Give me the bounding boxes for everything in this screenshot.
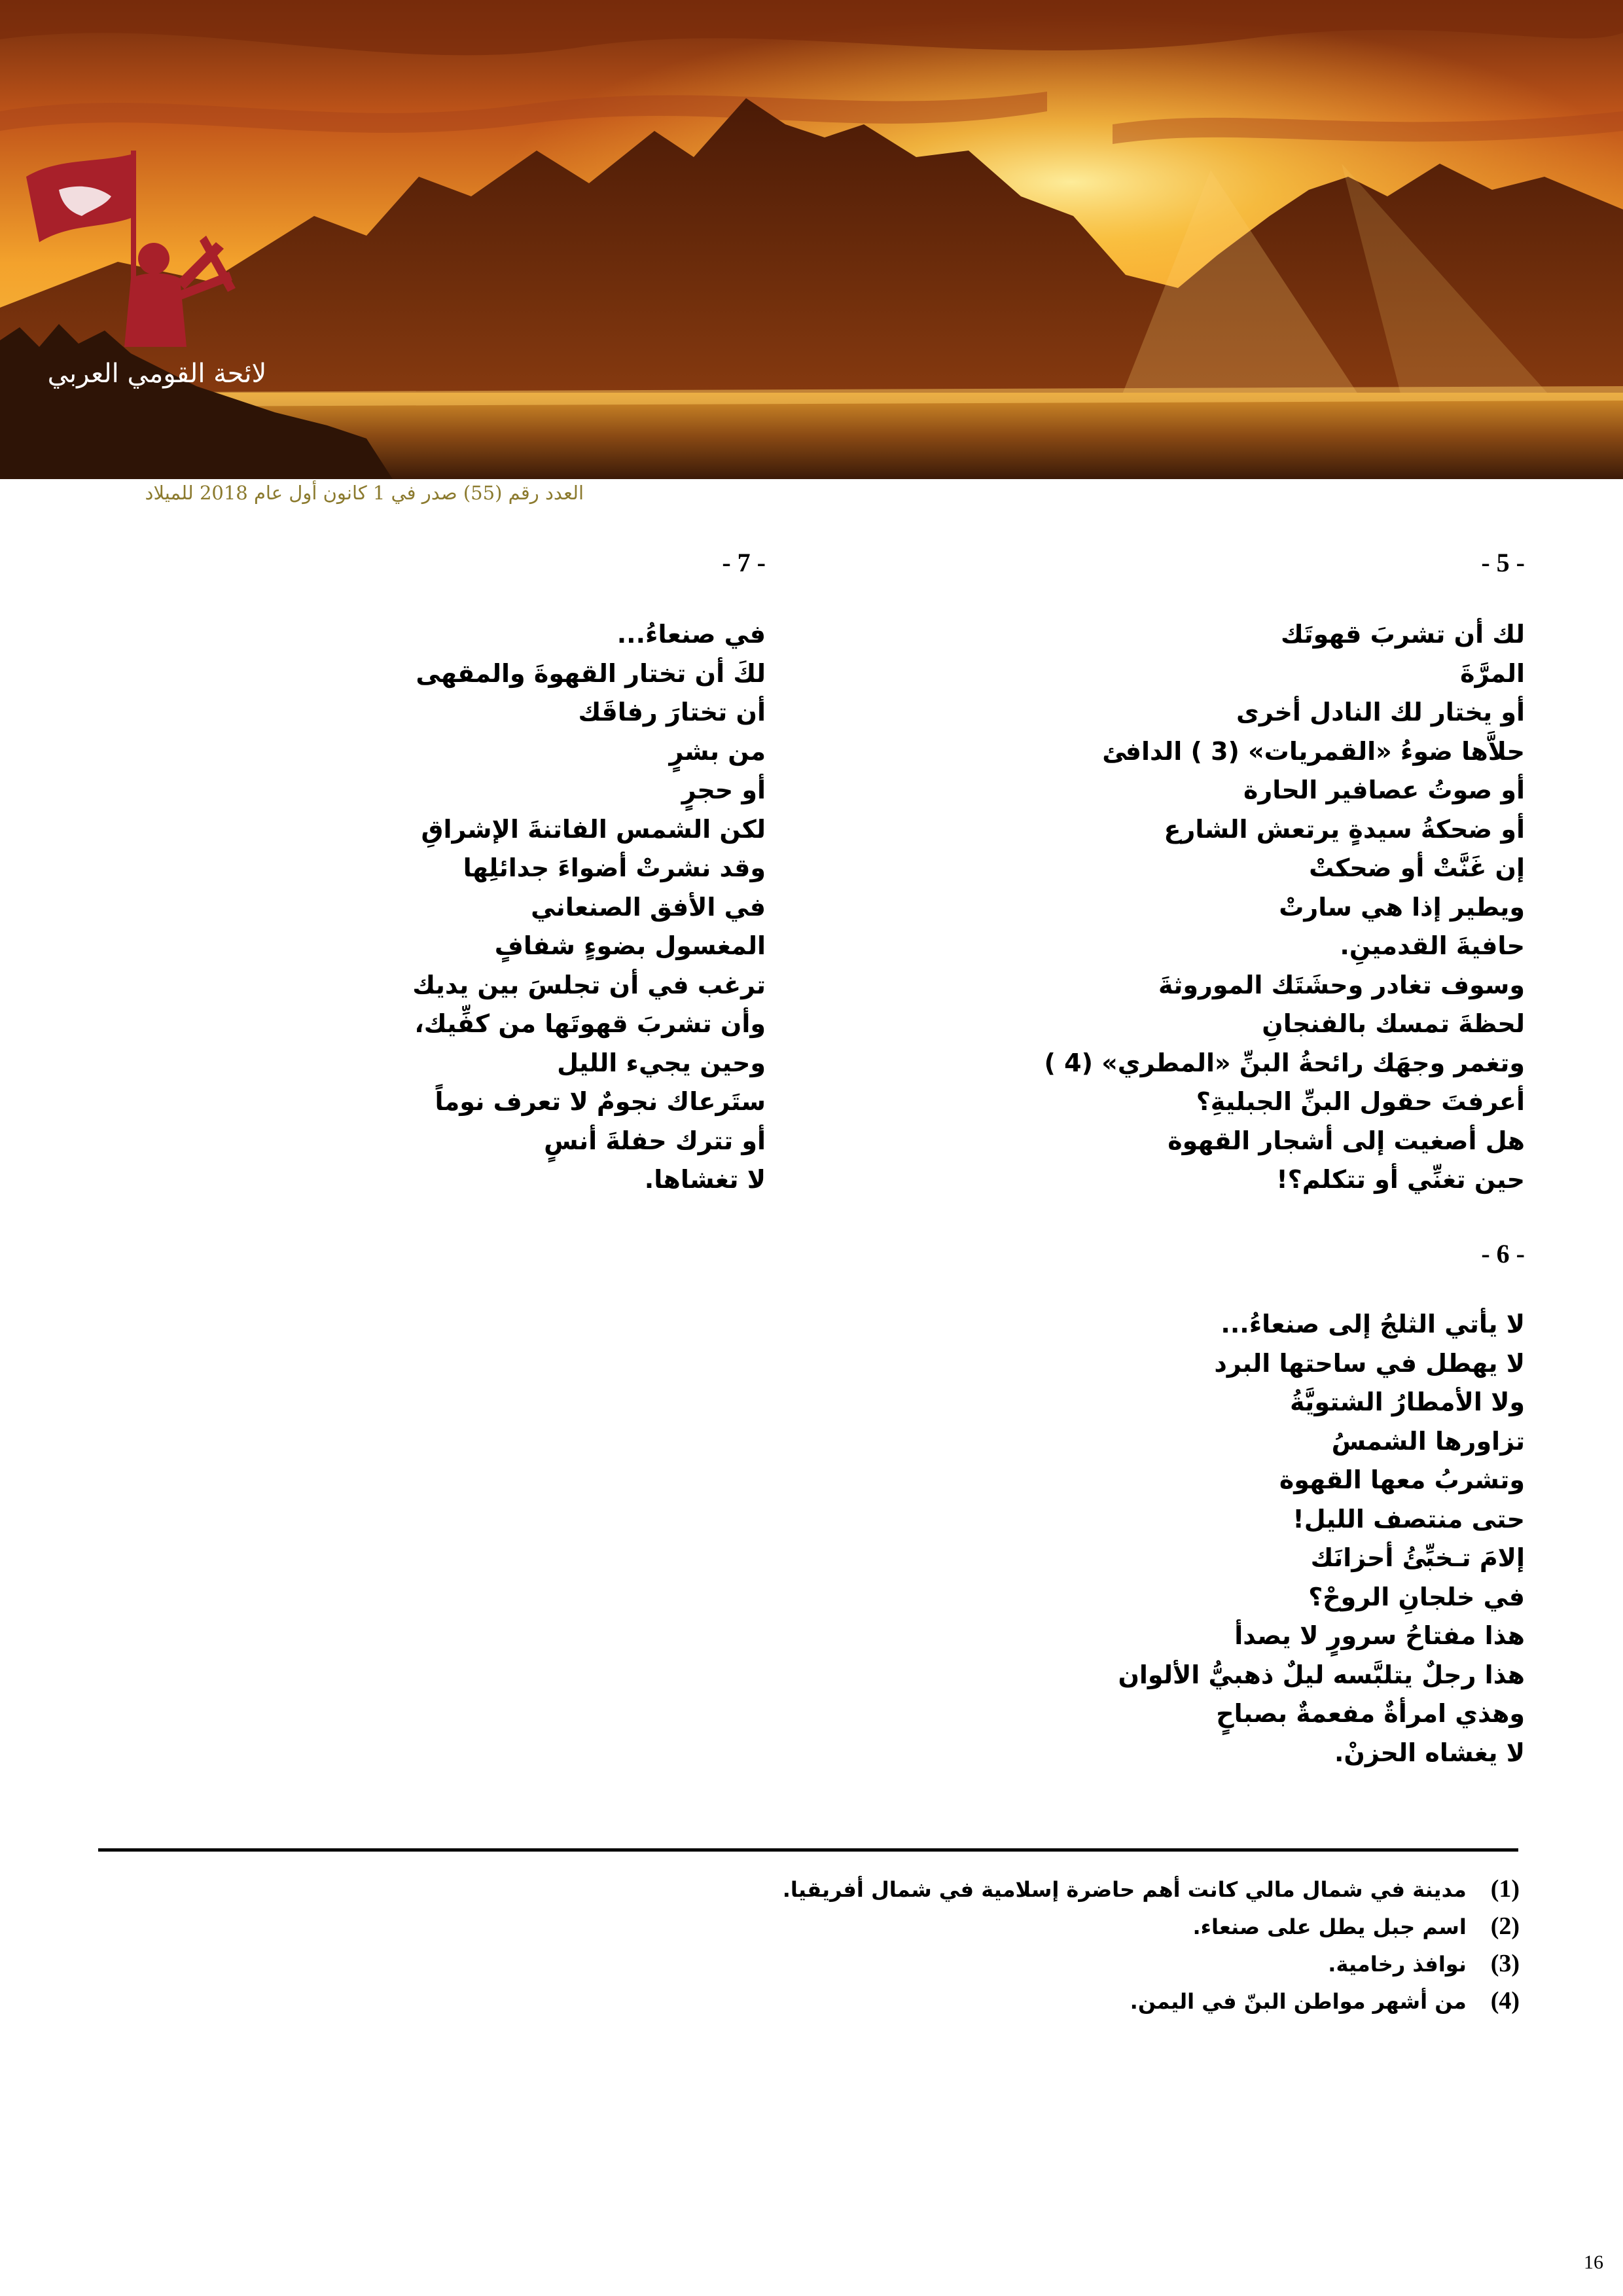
footnote-text: نوافذ رخامية. <box>1328 1952 1467 1977</box>
poem-line: وتغمر وجهَك رائحةُ البنِّ «المطري» (4 ) <box>1044 1048 1525 1077</box>
poem-line: حين تغنِّي أو تتكلم؟! <box>1276 1165 1525 1194</box>
footnote-divider <box>98 1848 1518 1852</box>
poem-line: أو يختار لك النادل أخرى <box>1236 698 1525 726</box>
page-number: 16 <box>1584 2251 1603 2273</box>
poem-line: لا تغشاها. <box>644 1165 766 1194</box>
poem-line: وحين يجيء الليل <box>557 1048 766 1077</box>
footnote-number: (3) <box>1490 1950 1520 1977</box>
poem-line: أو تترك حفلةَ أنسٍ <box>544 1126 766 1155</box>
poem-line: حتى منتصف الليل! <box>1293 1504 1525 1534</box>
poem-line: لا يغشاه الحزنْ. <box>1334 1738 1525 1767</box>
poem-section-7 <box>412 615 766 1200</box>
poem-line: أو حجرٍ <box>681 776 766 804</box>
logo-caption: لائحة القومي العربي <box>47 359 267 389</box>
footnote-text: من أشهر مواطن البنّ في اليمن. <box>1130 1989 1467 2014</box>
poem-line: أو ضحكةُ سيدةٍ يرتعش الشارع <box>1164 814 1525 844</box>
poem-line: أو صوتُ عصافير الحارة <box>1243 776 1525 804</box>
footnotes <box>783 1871 1520 2020</box>
footnote-text: اسم جبل يطل على صنعاء. <box>1192 1914 1467 1939</box>
poem-line: ويطير إذا هي سارتْ <box>1279 892 1525 922</box>
poem-line: هذا رجلٌ يتلبَّسه ليلٌ ذهبيُّ الألوان <box>1118 1660 1525 1689</box>
footnote-item <box>783 1871 1520 1908</box>
poem-line: وهذي امرأةٌ مفعمةٌ بصباحٍ <box>1216 1699 1525 1728</box>
poem-line: لحظةَ تمسك بالفنجانِ <box>1262 1009 1525 1038</box>
poem-line: ولا الأمطارُ الشتويَّةُ <box>1290 1388 1525 1416</box>
poem-line: أن تختارَ رفاقَك <box>578 698 766 726</box>
poem-line: هذا مفتاحُ سرورٍ لا يصدأ <box>1234 1621 1525 1650</box>
poem-section-5 <box>1044 615 1525 1200</box>
poem-line: في صنعاءُ... <box>616 620 766 649</box>
poem-line: لا يهطل في ساحتها البرد <box>1214 1348 1525 1378</box>
poem-line: تزاورها الشمسُ <box>1331 1426 1525 1456</box>
poem-line: لكَ أن تختار القهوةَ والمقهى <box>416 658 766 688</box>
poem-line: لا يأتي الثلجُ إلى صنعاءُ... <box>1221 1310 1525 1338</box>
poem-line: هل أصغيت إلى أشجار القهوة <box>1168 1126 1525 1155</box>
poem-line: المرَّةَ <box>1460 658 1525 688</box>
poem-line: من بشرٍ <box>669 736 766 766</box>
poem-line: وأن تشربَ قهوتَها من كفِّيك، <box>414 1009 766 1038</box>
poem-section-6 <box>1118 1305 1525 1772</box>
footnote-number: (2) <box>1490 1912 1520 1940</box>
poem-line: ترغب في أن تجلسَ بين يديك <box>412 970 766 999</box>
flag-bearer-emblem-icon <box>20 144 281 380</box>
poem-line: وتشربُ معها القهوة <box>1279 1465 1525 1494</box>
poem-line: ستَرعاك نجومٌ لا تعرف نوماً <box>435 1087 766 1116</box>
section-number-5: - 5 - <box>1481 548 1525 577</box>
poem-line: في الأفق الصنعاني <box>531 892 766 922</box>
poem-line: وقد نشرتْ أضواءَ جدائلِها <box>463 853 766 882</box>
poem-line: وسوف تغادر وحشَتَك الموروثةَ <box>1158 970 1525 999</box>
poem-line: في خلجانِ الروحْ؟ <box>1308 1582 1525 1611</box>
poem-line: إلامَ تـخبِّئُ أحزانَك <box>1310 1543 1525 1572</box>
section-number-7: - 7 - <box>722 548 766 577</box>
issue-line: العدد رقم (55) صدر في 1 كانون أول عام 2018 للميلاد <box>145 482 584 504</box>
poem-line: لكن الشمس الفاتنةَ الإشراقِ <box>421 814 766 844</box>
poem-line: حلاَّها ضوءُ «القمريات» (3 ) الدافئ <box>1102 736 1525 766</box>
footnote-number: (1) <box>1490 1875 1520 1903</box>
poem-line: إن غَنَّتْ أو ضحكتْ <box>1309 853 1525 882</box>
footnote-text: مدينة في شمال مالي كانت أهم حاضرة إسلامية في شمال أفريقيا. <box>782 1877 1467 1902</box>
footnote-item <box>783 1945 1520 1982</box>
poem-line: المغسول بضوءٍ شفافٍ <box>494 931 766 960</box>
poem-line: لك أن تشربَ قهوتَك <box>1280 620 1525 649</box>
poem-line: حافيةَ القدمينِ. <box>1340 931 1525 960</box>
footnote-item <box>783 1982 1520 2020</box>
footnote-number: (4) <box>1490 1987 1520 2015</box>
footnote-item <box>783 1908 1520 1945</box>
poem-line: أعرفتَ حقول البنِّ الجبليةِ؟ <box>1196 1087 1525 1116</box>
section-number-6: - 6 - <box>1481 1239 1525 1268</box>
